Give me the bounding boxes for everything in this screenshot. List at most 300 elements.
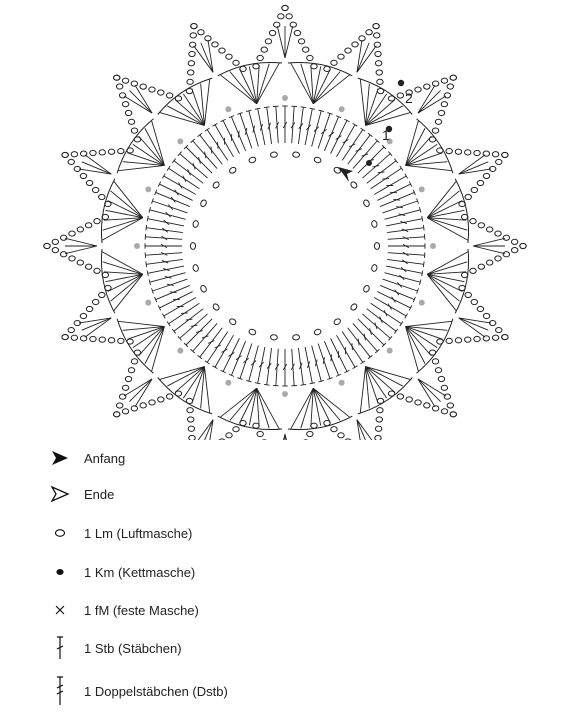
chain-stitch-icon — [190, 243, 195, 250]
stitch-bar — [388, 304, 392, 310]
double-crochet-icon — [277, 434, 285, 440]
stitch-top — [167, 321, 170, 326]
chain-stitch-icon — [441, 78, 447, 83]
stitch-top — [198, 355, 202, 358]
stitch-bar — [238, 131, 239, 138]
chain-stitch-icon — [459, 201, 465, 206]
chain-stitch-icon — [376, 417, 382, 422]
end-arrow-icon — [50, 486, 70, 502]
stitch-bar — [352, 343, 353, 350]
chain-stitch-icon — [198, 30, 204, 35]
chain-stitch-icon — [437, 339, 443, 344]
chain-stitch-icon — [376, 70, 382, 75]
chain-stitch-icon — [511, 248, 517, 253]
stitch-bar — [175, 190, 179, 196]
chain-stitch-icon — [388, 96, 394, 101]
double-crochet-ring — [145, 106, 425, 386]
joining-dot — [419, 300, 425, 306]
stitch-top — [172, 159, 175, 163]
chain-stitch-icon — [119, 394, 125, 399]
chain-stitch-icon — [478, 223, 484, 228]
chain-stitch-icon — [333, 318, 342, 326]
star-point — [253, 423, 317, 440]
chain-stitch-icon — [444, 394, 450, 399]
joining-dot — [419, 186, 425, 192]
chain-stitch-icon — [94, 268, 100, 273]
double-crochet-icon — [65, 246, 97, 254]
chain-stitch-icon — [131, 81, 137, 86]
chain-stitch-icon — [92, 299, 98, 304]
chain-stitch-icon — [248, 328, 256, 335]
double-crochet-icon — [473, 238, 505, 246]
chain-stitch-icon — [331, 427, 337, 432]
chain-stitch-icon — [461, 272, 467, 277]
stitch-bar — [215, 345, 221, 348]
chain-stitch-icon — [253, 64, 259, 69]
chain-stitch-icon — [447, 403, 453, 408]
slip-stitch-icon — [366, 160, 372, 166]
chain-stitch-icon — [86, 180, 92, 185]
chain-stitch-icon — [257, 431, 263, 436]
stitch-top — [360, 361, 365, 364]
chain-stitch-icon — [212, 42, 218, 47]
stitch-bar — [183, 176, 186, 182]
stitch-bar — [193, 163, 195, 170]
chain-stitch-icon — [363, 285, 371, 293]
stitch-top — [213, 123, 218, 126]
chain-stitch-icon — [102, 272, 108, 277]
chain-stitch-icon — [240, 420, 246, 425]
treble-crochet-icon — [53, 675, 67, 707]
stitch-bar — [170, 292, 177, 293]
chain-stitch-icon — [108, 149, 114, 154]
chain-stitch-icon — [233, 60, 239, 65]
chain-stitch-icon — [118, 338, 124, 343]
chain-stitch-icon — [90, 150, 96, 155]
chain-stitch-icon — [324, 66, 330, 71]
joining-dot — [282, 95, 288, 101]
legend-item-start — [40, 443, 125, 473]
treble-crochet-icon — [204, 367, 209, 413]
star-point — [461, 214, 526, 277]
chain-stitch-icon — [116, 84, 122, 89]
chain-stitch-icon — [377, 408, 383, 413]
chain-stitch-icon — [495, 231, 501, 236]
chain-stitch-icon — [85, 264, 91, 269]
chain-stitch-icon — [189, 435, 195, 440]
stitch-top — [405, 314, 408, 319]
legend-item-dc — [40, 633, 182, 663]
stitch-top — [198, 133, 202, 136]
legend-label: Anfang — [84, 450, 126, 466]
stitch-bar — [331, 354, 332, 361]
chain-stitch-icon — [71, 335, 77, 340]
chain-stitch-icon — [314, 328, 322, 335]
stitch-bar — [211, 147, 212, 154]
legend-item-tr — [40, 676, 228, 706]
chain-stitch-icon — [187, 79, 193, 84]
treble-crochet-icon — [114, 274, 143, 310]
stitch-top — [146, 261, 147, 267]
treble-crochet-icon — [427, 181, 456, 217]
chain-stitch-icon — [477, 180, 483, 185]
chain-stitch-icon — [441, 102, 447, 107]
chain-stitch-icon — [158, 90, 164, 95]
stitch-top — [213, 366, 218, 369]
chain-stitch-icon — [486, 227, 492, 232]
chain-stitch-icon — [290, 22, 296, 27]
chain-stitch-icon — [212, 181, 220, 190]
chain-stitch-icon — [175, 96, 181, 101]
chain-stitch-icon — [116, 403, 122, 408]
legend-label: 1 Stb (Stäbchen) — [84, 640, 182, 656]
chain-stitch-icon — [125, 110, 131, 115]
chain-stitch-icon — [345, 48, 351, 53]
stitch-bar — [384, 310, 387, 316]
chain-stitch-icon — [102, 214, 108, 219]
round-label-1: 1 — [382, 127, 390, 143]
stitch-top — [300, 107, 306, 108]
chain-stitch-icon — [175, 391, 181, 396]
stitch-top — [146, 225, 147, 231]
chain-stitch-icon — [415, 87, 421, 92]
chain-stitch-icon — [188, 426, 194, 431]
chain-stitch-icon — [68, 159, 74, 164]
chain-stitch-icon — [366, 30, 372, 35]
chain-stitch-icon — [131, 128, 137, 133]
chain-stitch-icon — [345, 439, 351, 440]
chain-stitch-icon — [128, 119, 134, 124]
star-point — [186, 24, 246, 94]
stitch-bar — [329, 132, 334, 136]
legend-item-end — [40, 479, 114, 509]
chain-stitch-icon — [99, 150, 105, 155]
chain-stitch-icon — [338, 433, 344, 438]
stitch-bar — [343, 139, 349, 143]
stitch-top — [353, 366, 358, 369]
chain-stitch-icon — [212, 303, 220, 312]
chain-stitch-icon — [278, 14, 284, 19]
chain-stitch-icon — [166, 394, 172, 399]
stitch-top — [205, 128, 210, 131]
legend-label: 1 fM (feste Masche) — [84, 602, 199, 618]
chain-stitch-icon — [292, 334, 299, 340]
chain-stitch-icon — [149, 87, 155, 92]
treble-crochet-icon — [257, 63, 280, 104]
stitch-bar — [181, 313, 188, 314]
treble-crochet-icon — [249, 388, 256, 425]
chain-stitch-icon — [438, 376, 444, 381]
stitch-top — [162, 314, 165, 319]
joining-dot — [145, 300, 151, 306]
chain-stitch-icon — [520, 243, 526, 248]
stitch-top — [405, 174, 408, 179]
chain-stitch-icon — [388, 391, 394, 396]
stitch-top — [400, 166, 403, 171]
stitch-bar — [375, 323, 377, 330]
chain-stitch-icon — [446, 338, 452, 343]
treble-crochet-icon — [106, 210, 143, 217]
joining-dot — [145, 186, 151, 192]
star-point — [437, 148, 508, 207]
treble-crochet-icon — [313, 67, 320, 104]
stitch-bar — [397, 282, 402, 287]
stitch-top — [310, 108, 315, 109]
chain-stitch-icon — [447, 84, 453, 89]
chain-stitch-icon — [474, 150, 480, 155]
star-point — [437, 285, 508, 344]
chain-stitch-icon — [140, 84, 146, 89]
stitch-bar — [178, 183, 182, 189]
stitch-top — [368, 133, 372, 136]
chain-stitch-icon — [373, 24, 379, 29]
treble-crochet-icon — [249, 67, 256, 104]
chain-stitch-icon — [375, 426, 381, 431]
stitch-top — [255, 108, 260, 109]
chain-stitch-icon — [158, 397, 164, 402]
stitch-bar — [208, 341, 214, 344]
chain-stitch-icon — [311, 64, 317, 69]
chain-stitch-icon — [441, 409, 447, 414]
double-crochet-icon — [473, 246, 505, 254]
double-crochet-icon — [357, 40, 362, 72]
treble-crochet-icon — [204, 79, 209, 125]
joining-dot — [339, 106, 345, 112]
chain-stitch-icon — [77, 227, 83, 232]
chain-stitch-icon — [429, 350, 435, 355]
chain-stitch-icon — [188, 417, 194, 422]
chain-stitch-icon — [375, 61, 381, 66]
chain-stitch-icon — [502, 152, 508, 157]
chain-stitch-icon — [105, 201, 111, 206]
stitch-bar — [380, 317, 383, 323]
chain-stitch-icon — [219, 48, 225, 53]
chain-stitch-icon — [307, 55, 313, 60]
chain-stitch-icon — [492, 335, 498, 340]
chain-stitch-icon — [85, 223, 91, 228]
chain-stitch-icon — [307, 431, 313, 436]
chain-stitch-icon — [377, 398, 383, 403]
stitch-top — [394, 159, 397, 163]
chain-stitch-icon — [99, 292, 105, 297]
double-crochet-icon — [285, 26, 293, 58]
chain-stitch-icon — [71, 152, 77, 157]
treble-crochet-icon — [360, 367, 365, 413]
chain-stitch-icon — [350, 181, 358, 190]
chain-stitch-icon — [80, 313, 86, 318]
chain-stitch-icon — [60, 252, 66, 257]
stitch-top — [162, 174, 165, 179]
chain-stitch-icon — [62, 334, 68, 339]
treble-crochet-icon — [313, 75, 349, 104]
chain-stitch-icon — [200, 285, 208, 293]
treble-crochet-icon — [291, 388, 314, 429]
treble-crochet-icon — [406, 321, 452, 326]
chain-stitch-icon — [465, 292, 471, 297]
chain-stitch-icon — [128, 368, 134, 373]
stitch-top — [300, 384, 306, 385]
chain-stitch-icon — [406, 397, 412, 402]
chain-stitch-icon — [435, 119, 441, 124]
chain-stitch-icon — [134, 137, 140, 142]
stitch-bar — [392, 297, 396, 303]
joining-dot — [387, 348, 393, 354]
chain-stitch-icon — [483, 173, 489, 178]
chain-stitch-icon — [511, 239, 517, 244]
chain-stitch-icon — [188, 61, 194, 66]
chain-stitch-icon — [492, 152, 498, 157]
chain-stitch-icon — [90, 336, 96, 341]
chain-stitch-icon — [149, 400, 155, 405]
chain-stitch-icon — [286, 14, 292, 19]
stitch-top — [255, 383, 260, 384]
stitch-bar — [229, 353, 235, 357]
treble-crochet-icon — [427, 210, 464, 217]
chain-stitch-icon — [125, 376, 131, 381]
start-arrow-icon — [338, 167, 353, 182]
chain-stitch-icon — [192, 264, 199, 272]
chain-stitch-icon — [52, 239, 58, 244]
stitch-bar — [358, 339, 359, 346]
stitch-top — [172, 329, 175, 333]
chain-stitch-icon — [86, 306, 92, 311]
stitch-bar — [244, 358, 249, 363]
chain-stitch-icon — [496, 327, 502, 332]
joining-dot — [134, 243, 140, 249]
joining-dot — [177, 138, 183, 144]
chain-stitch-icon — [294, 30, 300, 35]
chain-stitch-icon — [455, 338, 461, 343]
stitch-bar — [362, 154, 369, 156]
chain-stitch-icon — [261, 47, 267, 52]
chain-stitch-icon — [233, 427, 239, 432]
chain-stitch-icon — [397, 394, 403, 399]
chain-stitch-icon — [333, 166, 342, 174]
chain-stitch-icon — [228, 318, 237, 326]
chain-stitch-icon — [108, 338, 114, 343]
stitch-bar — [395, 290, 399, 295]
chain-stitch-icon — [118, 148, 124, 153]
chain-stitch-icon — [455, 149, 461, 154]
star-point — [62, 148, 133, 207]
chain-stitch-icon — [192, 220, 199, 228]
star-point — [253, 5, 317, 69]
chain-stitch-icon — [190, 33, 196, 38]
double-crochet-icon — [285, 434, 293, 440]
chain-stitch-icon — [52, 248, 58, 253]
treble-crochet-icon — [427, 274, 464, 281]
chain-stitch-icon — [495, 256, 501, 261]
stitch-bar — [188, 169, 191, 175]
chain-stitch-icon — [477, 306, 483, 311]
chain-stitch-icon — [134, 350, 140, 355]
chain-stitch-icon — [397, 93, 403, 98]
stitch-bar — [378, 172, 385, 173]
slip-stitch-icon — [398, 80, 404, 86]
star-point — [186, 398, 246, 440]
stitch-top — [205, 361, 210, 364]
round-label-2: 2 — [405, 90, 413, 106]
chain-stitch-icon — [282, 5, 288, 10]
slip-stitch-icon — [55, 567, 65, 577]
chain-stitch-icon — [122, 409, 128, 414]
chain-stitch-icon — [352, 42, 358, 47]
chain-stitch-icon — [105, 285, 111, 290]
legend-label: 1 Doppelstäbchen (Dstb) — [84, 683, 228, 699]
chain-stitch-icon — [274, 22, 280, 27]
treble-crochet-icon — [427, 274, 456, 310]
star-point — [44, 214, 109, 277]
chain-stitch-icon — [471, 187, 477, 192]
chain-stitch-icon — [228, 166, 237, 174]
chain-stitch-icon — [127, 148, 133, 153]
chain-stitch-icon — [465, 150, 471, 155]
chain-stitch-icon — [292, 152, 299, 158]
treble-crochet-icon — [114, 181, 143, 217]
chain-stitch-icon — [503, 252, 509, 257]
chain-stitch-icon — [446, 148, 452, 153]
chain-stitch-icon — [114, 75, 120, 80]
treble-crochet-icon — [220, 75, 256, 104]
chain-stitch-icon — [314, 156, 322, 163]
inner-chain-ring — [190, 152, 379, 341]
chain-stitch-icon — [435, 368, 441, 373]
stitch-bar — [236, 356, 241, 360]
chain-stitch-icon — [441, 385, 447, 390]
chain-stitch-icon — [226, 433, 232, 438]
chain-stitch-icon — [470, 268, 476, 273]
chain-stitch-icon — [478, 264, 484, 269]
chain-stitch-icon — [450, 412, 456, 417]
stitch-top — [423, 225, 424, 231]
joining-dot — [282, 391, 288, 397]
chain-stitch-icon — [186, 398, 192, 403]
stitch-bar — [382, 179, 389, 180]
chain-stitch-icon — [377, 79, 383, 84]
chain-stitch-icon — [465, 194, 471, 199]
chain-stitch-icon — [350, 303, 358, 312]
joining-dot — [339, 380, 345, 386]
chain-stitch-icon — [432, 128, 438, 133]
treble-crochet-icon — [427, 218, 468, 241]
legend-item-slip — [40, 557, 195, 587]
chain-stitch-icon — [253, 423, 259, 428]
chain-stitch-icon — [60, 235, 66, 240]
chain-stitch-icon — [424, 84, 430, 89]
chain-stitch-icon — [219, 439, 225, 440]
stitch-bar — [321, 129, 326, 134]
chain-stitch-icon — [99, 194, 105, 199]
chain-stitch-icon — [496, 159, 502, 164]
double-crochet-icon — [277, 26, 285, 58]
joining-dot — [225, 106, 231, 112]
chain-stitch-icon — [44, 243, 50, 248]
stitch-top — [422, 271, 423, 276]
chain-stitch-icon — [363, 199, 371, 207]
single-crochet-icon — [54, 604, 66, 616]
chain-stitch-icon — [371, 264, 378, 272]
chain-stitch-icon — [374, 33, 380, 38]
chain-stitch-icon — [503, 235, 509, 240]
stitch-top — [147, 271, 148, 276]
chain-stitch-icon — [424, 403, 430, 408]
stitch-top — [310, 383, 315, 384]
chain-stitch-icon — [371, 220, 378, 228]
chain-stitch-icon — [69, 231, 75, 236]
chain-stitch-icon — [240, 66, 246, 71]
chain-stitch-icon — [471, 299, 477, 304]
chain-stitch-icon — [377, 88, 383, 93]
